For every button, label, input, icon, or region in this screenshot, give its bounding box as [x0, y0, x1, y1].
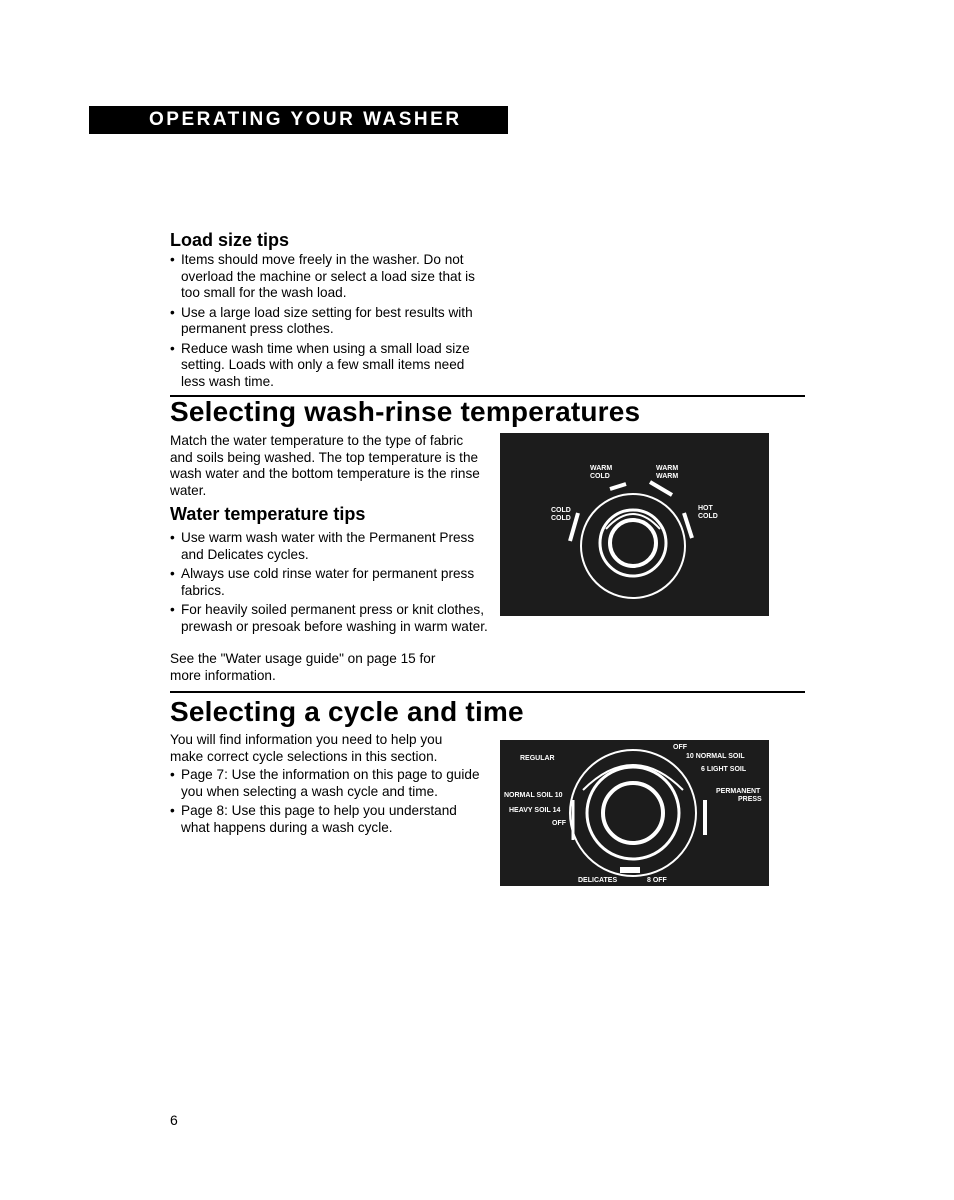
press-label: PRESS [738, 796, 762, 803]
list-item: • Use warm wash water with the Permanent Press and Delicates cycles. [170, 530, 488, 563]
temperature-dial-illustration [500, 433, 769, 616]
list-item: • Always use cold rinse water for permanent press fabrics. [170, 566, 488, 599]
cycle-dial-illustration [500, 740, 769, 886]
permanent-label: PERMANENT [716, 788, 761, 795]
hot-cold-marker [684, 513, 692, 538]
water-temp-tips-list [170, 530, 488, 638]
list-item: • Reduce wash time when using a small load size setting. Loads with only a few small items need less wash time. [170, 341, 488, 391]
temperatures-heading: Selecting wash-rinse temperatures [170, 396, 641, 427]
load-size-list [170, 252, 488, 393]
warm-warm-top-label: WARM [656, 465, 679, 472]
off-bottom-label: 8 OFF [647, 877, 667, 884]
warm-cold-top-label: WARM [590, 465, 613, 472]
list-item: • Use a large load size setting for best results with permanent press clothes. [170, 305, 488, 338]
cycle-intro: You will find information you need to help you make correct cycle selections in this section. [170, 732, 443, 764]
list-item: • Page 8: Use this page to help you understand what happens during a wash cycle. [170, 803, 480, 836]
cycle-heading: Selecting a cycle and time [170, 696, 524, 727]
warm-warm-marker [650, 482, 672, 495]
section-divider [170, 691, 805, 693]
warm-cold-marker [610, 484, 626, 489]
cycle-dial-knob [587, 767, 679, 859]
warm-warm-bottom-label: WARM [656, 473, 679, 480]
water-temp-tips-title: Water temperature tips [170, 504, 366, 524]
delicates-label: DELICATES [578, 877, 618, 884]
hot-cold-top-label: HOT [698, 505, 713, 512]
list-item: • Items should move freely in the washer. Do not overload the machine or select a load size that is too small for the wash load. [170, 252, 488, 302]
section-banner: OPERATING YOUR WASHER [89, 106, 508, 134]
hot-cold-bottom-label: COLD [698, 513, 718, 520]
cold-cold-top-label: COLD [551, 507, 571, 514]
list-item: • Page 7: Use the information on this page to guide you when selecting a wash cycle and time. [170, 767, 480, 800]
page-number: 6 [170, 1112, 178, 1128]
load-size-title: Load size tips [170, 230, 290, 250]
list-item: • For heavily soiled permanent press or knit clothes, prewash or presoak before washing in warm water. [170, 602, 488, 635]
cycle-list [170, 767, 480, 839]
heavy-soil-label: HEAVY SOIL 14 [509, 807, 561, 814]
off-left-label: OFF [552, 820, 566, 827]
cold-cold-marker [570, 513, 578, 541]
cold-cold-bottom-label: COLD [551, 515, 571, 522]
normal-soil-right-label: 10 NORMAL SOIL [686, 753, 745, 760]
warm-cold-bottom-label: COLD [590, 473, 610, 480]
normal-soil-left-label: NORMAL SOIL 10 [504, 792, 563, 799]
off-top-label: OFF [673, 744, 687, 751]
light-soil-label: 6 LIGHT SOIL [701, 766, 747, 773]
temperatures-intro: Match the water temperature to the type of fabric and soils being washed. The top temperature is the wash water and the bottom temperature is the rinse water. [170, 433, 480, 498]
delicates-marker [620, 867, 640, 873]
temperatures-footer: See the "Water usage guide" on page 15 for more information. [170, 651, 436, 683]
regular-label: REGULAR [520, 755, 555, 762]
